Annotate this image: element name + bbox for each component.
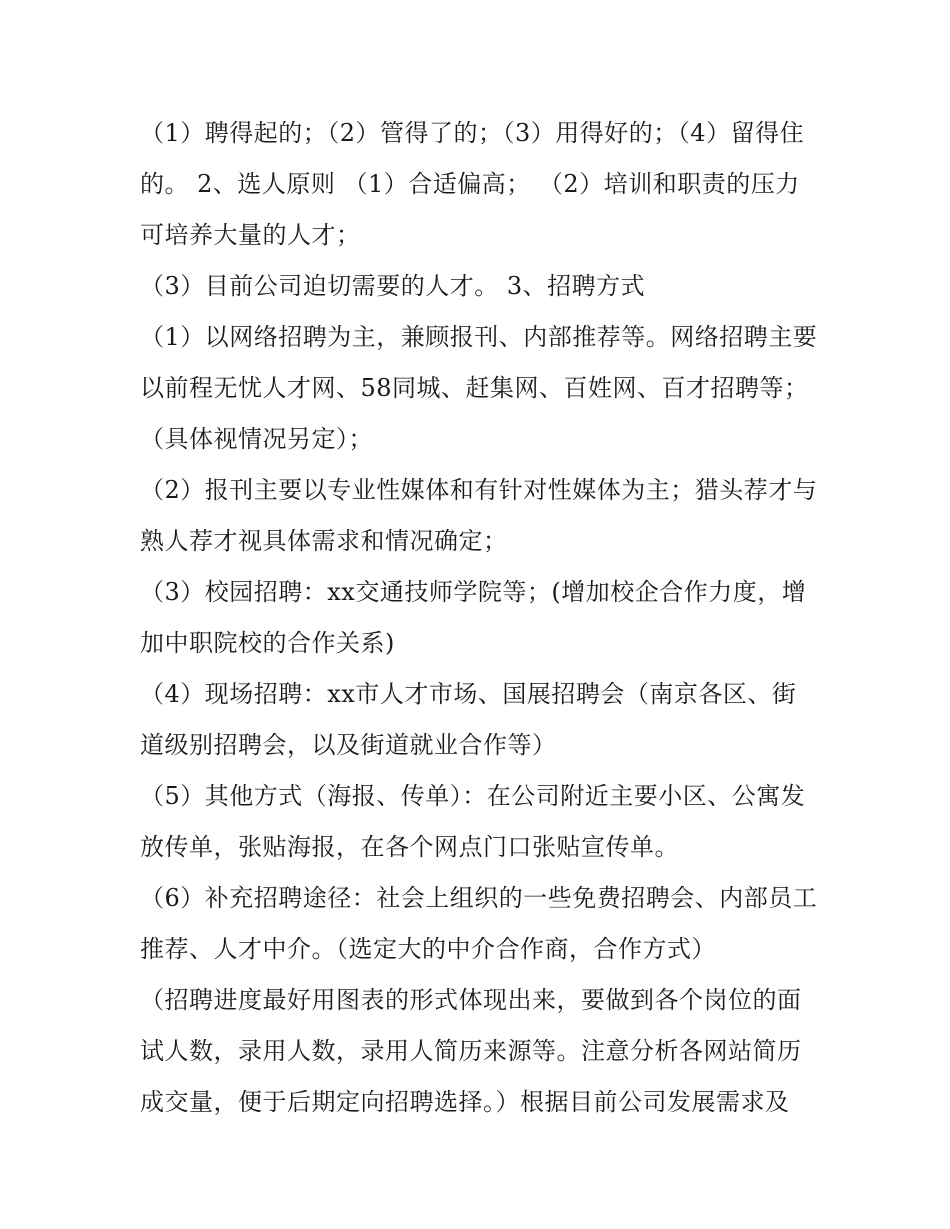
- paragraph-progress-note: （招聘进度最好用图表的形式体现出来，要做到各个岗位的面试人数，录用人数，录用人简历来源等。注意分析各网站简历成交量，便于后期定向招聘选择。）根据目前公司发展需求及: [140, 986, 802, 1116]
- document-body: [140, 108, 820, 1128]
- paragraph-supplementary-channels: （6）补充招聘途径：社会上组织的一些免费招聘会、内部员工推荐、人才中介。（选定大的中介合作商，合作方式）: [140, 884, 818, 963]
- paragraph-onsite-recruit: （4）现场招聘：xx市人才市场、国展招聘会（南京各区、街道级别招聘会，以及街道就业合作等）: [140, 680, 797, 759]
- paragraph-recruit-criteria: （1）聘得起的；（2）管得了的；（3）用得好的；（4）留得住的。 2、选人原则 （1）合适偏高； （2）培训和职责的压力可培养大量的人才；: [140, 119, 805, 249]
- paragraph-urgent-talent: （3）目前公司迫切需要的人才。 3、招聘方式: [140, 272, 646, 300]
- paragraph-online-recruit: （1）以网络招聘为主，兼顾报刊、内部推荐等。网络招聘主要以前程无忧人才网、58同城、赶集网、百姓网、百才招聘等；（具体视情况另定）；: [140, 323, 818, 453]
- paragraph-campus-recruit: （3）校园招聘：xx交通技师学院等；(增加校企合作力度，增加中职院校的合作关系): [140, 578, 807, 657]
- paragraph-newspaper-recruit: （2）报刊主要以专业性媒体和有针对性媒体为主；猎头荐才与熟人荐才视具体需求和情况确定；: [140, 476, 818, 555]
- paragraph-other-methods: （5）其他方式（海报、传单）：在公司附近主要小区、公寓发放传单，张贴海报，在各个网点门口张贴宣传单。: [140, 782, 806, 861]
